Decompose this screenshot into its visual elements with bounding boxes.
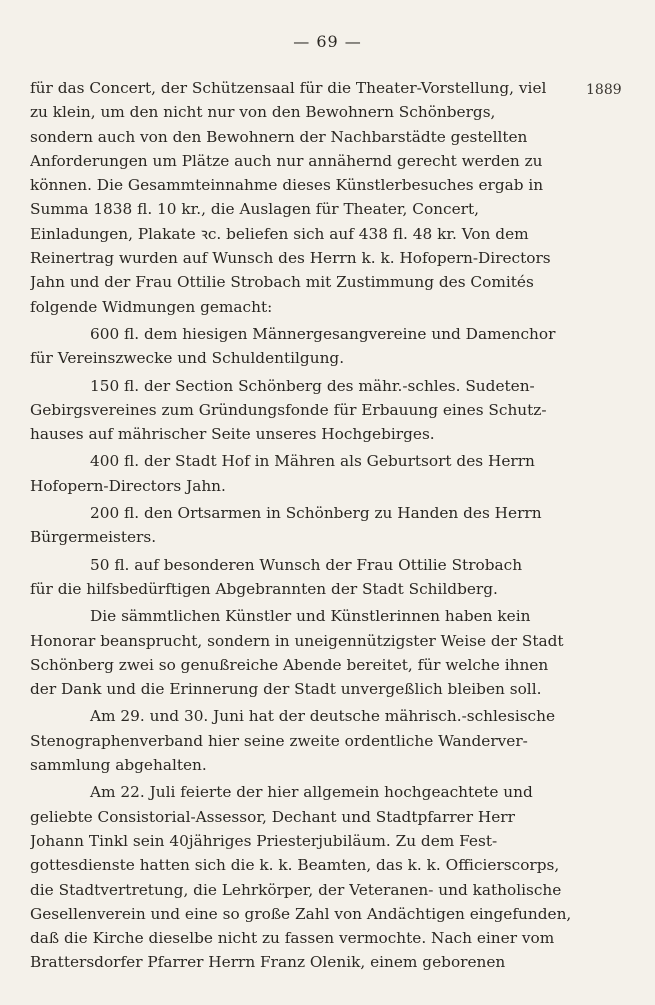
paragraph — [30, 704, 572, 777]
text-line: Gesellenverein und eine so große Zahl von Andächtigen eingefunden, — [30, 904, 572, 923]
text-line: folgende Widmungen gemacht: — [30, 297, 273, 316]
text-line: Schönberg zwei so genußreiche Abende bereitet, für welche ihnen — [30, 655, 549, 674]
page-number: — 69 — — [293, 32, 362, 51]
text-line: sondern auch von den Bewohnern der Nachbarstädte gestellten — [30, 127, 528, 146]
paragraph — [30, 374, 572, 447]
text-line: Am 29. und 30. Juni hat der deutsche mährisch.-schlesische — [90, 707, 556, 726]
text-line: geliebte Consistorial-Assessor, Dechant und Stadtpfarrer Herr — [30, 807, 515, 826]
body-text — [30, 76, 572, 975]
text-line: sammlung abgehalten. — [30, 756, 207, 775]
text-line: 200 fl. den Ortsarmen in Schönberg zu Handen des Herrn — [90, 504, 542, 523]
text-line: Die sämmtlichen Künstler und Künstlerinnen haben kein — [90, 607, 531, 626]
text-line: gottesdienste hatten sich die k. k. Beamten, das k. k. Officierscorps, — [30, 856, 560, 875]
text-line: 400 fl. der Stadt Hof in Mähren als Geburtsort des Herrn — [90, 452, 535, 471]
text-line: Gebirgsvereines zum Gründungsfonde für Erbauung eines Schutz- — [30, 400, 547, 419]
text-line: Stenographenverband hier seine zweite ordentliche Wanderver- — [30, 731, 528, 750]
paragraph — [30, 553, 572, 602]
text-line: 600 fl. dem hiesigen Männergesangvereine und Damenchor — [90, 324, 556, 343]
paragraph — [30, 604, 572, 701]
paragraph — [30, 449, 572, 498]
paragraph — [30, 76, 572, 319]
margin-year: 1889 — [586, 82, 622, 98]
text-line: für das Concert, der Schützensaal für die Theater-Vorstellung, viel — [30, 79, 547, 97]
text-line: Einladungen, Plakate ꝛc. beliefen sich auf 438 fl. 48 kr. Von dem — [30, 224, 529, 243]
text-line: Bürgermeisters. — [30, 528, 157, 547]
text-line: für Vereinszwecke und Schuldentilgung. — [30, 349, 345, 368]
text-line: Reinertrag wurden auf Wunsch des Herrn k. k. Hofopern-Directors — [30, 249, 551, 268]
text-line: Hofopern-Directors Jahn. — [30, 476, 226, 495]
text-line: der Dank und die Erinnerung der Stadt unvergeßlich bleiben soll. — [30, 680, 542, 699]
text-line: daß die Kirche dieselbe nicht zu fassen vermochte. Nach einer vom — [30, 929, 555, 948]
text-line: die Stadtvertretung, die Lehrkörper, der Veteranen- und katholische — [30, 880, 562, 899]
text-line: 50 fl. auf besonderen Wunsch der Frau Ottilie Strobach — [90, 555, 523, 574]
text-line: zu klein, um den nicht nur von den Bewohnern Schönbergs, — [30, 103, 496, 122]
text-line: Honorar beansprucht, sondern in uneigennützigster Weise der Stadt — [30, 631, 564, 650]
paragraph — [30, 501, 572, 550]
text-line: können. Die Gesammteinnahme dieses Künstlerbesuches ergab in — [30, 176, 544, 195]
paragraph — [30, 780, 572, 974]
text-line: Johann Tinkl sein 40jähriges Priesterjubiläum. Zu dem Fest- — [30, 831, 498, 850]
text-line: hauses auf mährischer Seite unseres Hochgebirges. — [30, 425, 435, 444]
text-line: Summa 1838 fl. 10 kr., die Auslagen für Theater, Concert, — [30, 200, 479, 219]
text-line: Jahn und der Frau Ottilie Strobach mit Zustimmung des Comités — [30, 273, 534, 292]
text-line: 150 fl. der Section Schönberg des mähr.-schles. Sudeten- — [90, 376, 535, 395]
paragraph — [30, 322, 572, 371]
text-line: Anforderungen um Plätze auch nur annähernd gerecht werden zu — [30, 151, 543, 170]
text-line: für die hilfsbedürftigen Abgebrannten der Stadt Schildberg. — [30, 579, 498, 598]
text-line: Am 22. Juli feierte der hier allgemein hochgeachtete und — [90, 783, 533, 802]
text-line: Brattersdorfer Pfarrer Herrn Franz Olenik, einem geborenen — [30, 953, 506, 972]
